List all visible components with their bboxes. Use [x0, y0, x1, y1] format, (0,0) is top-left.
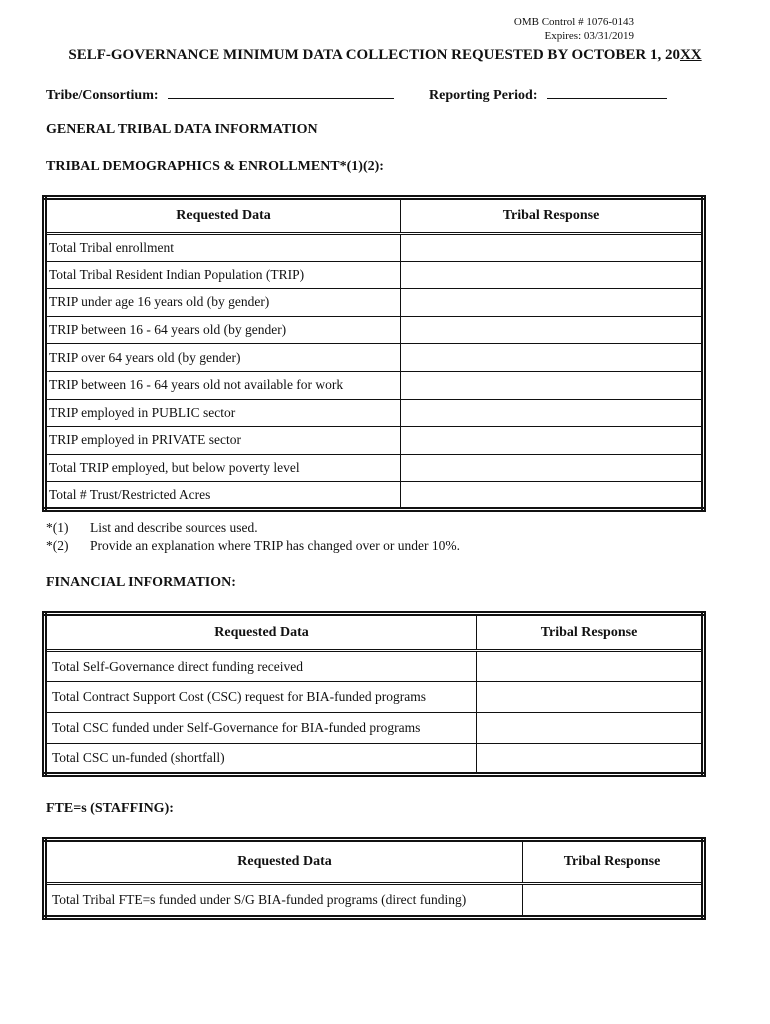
table-row — [45, 482, 704, 510]
general-section-heading: GENERAL TRIBAL DATA INFORMATION — [46, 122, 318, 137]
tribe-input-line[interactable] — [168, 86, 394, 99]
table-row — [45, 884, 704, 918]
table-header-row — [45, 840, 704, 884]
footnote-key: *(2) — [46, 538, 69, 553]
table-row — [45, 289, 704, 317]
requested-data-cell: Total CSC funded under Self-Governance for BIA-funded programs — [45, 713, 477, 744]
reporting-period-field — [429, 86, 667, 104]
footnote-key: *(1) — [46, 520, 69, 535]
tribal-response-header: Tribal Response — [477, 614, 704, 651]
reporting-period-input-line[interactable] — [547, 86, 667, 99]
table-row — [45, 371, 704, 399]
footnote-text: Provide an explanation where TRIP has changed over or under 10%. — [90, 538, 461, 553]
requested-data-cell: Total Tribal Resident Indian Population (TRIP) — [45, 261, 401, 289]
requested-data-cell: Total TRIP employed, but below poverty level — [45, 454, 401, 482]
tribe-field — [46, 86, 394, 104]
table-row — [45, 399, 704, 427]
requested-data-cell: TRIP under age 16 years old (by gender) — [45, 289, 401, 317]
tribal-response-cell[interactable] — [401, 234, 704, 262]
page-title — [0, 47, 770, 64]
tribal-response-cell[interactable] — [523, 884, 704, 918]
fte-table — [42, 837, 706, 920]
requested-data-cell: Total Contract Support Cost (CSC) request for BIA-funded programs — [45, 682, 477, 713]
table-row — [45, 316, 704, 344]
requested-data-cell: Total Self-Governance direct funding received — [45, 651, 477, 682]
requested-data-cell: TRIP between 16 - 64 years old not available for work — [45, 371, 401, 399]
demographics-section-heading: TRIBAL DEMOGRAPHICS & ENROLLMENT*(1)(2): — [46, 159, 384, 174]
requested-data-cell: TRIP employed in PRIVATE sector — [45, 427, 401, 455]
tribal-response-cell[interactable] — [477, 651, 704, 682]
tribal-response-cell[interactable] — [401, 344, 704, 372]
requested-data-cell: TRIP over 64 years old (by gender) — [45, 344, 401, 372]
fte-section-heading: FTE=s (STAFFING): — [46, 801, 174, 816]
requested-data-cell: Total Tribal FTE=s funded under S/G BIA-funded programs (direct funding) — [45, 884, 523, 918]
tribal-response-cell[interactable] — [401, 316, 704, 344]
tribal-response-header: Tribal Response — [401, 198, 704, 234]
financial-table — [42, 611, 706, 777]
tribal-response-cell[interactable] — [477, 744, 704, 775]
table-row — [45, 261, 704, 289]
reporting-period-label: Reporting Period: — [429, 88, 538, 103]
tribal-response-header: Tribal Response — [523, 840, 704, 884]
table-row — [45, 234, 704, 262]
table-header-row — [45, 198, 704, 234]
table-row — [45, 427, 704, 455]
requested-data-header: Requested Data — [45, 840, 523, 884]
tribal-response-cell[interactable] — [401, 371, 704, 399]
title-year: XX — [679, 47, 702, 63]
tribal-response-cell[interactable] — [401, 399, 704, 427]
footnotes — [46, 519, 460, 555]
tribal-response-cell[interactable] — [477, 682, 704, 713]
requested-data-header: Requested Data — [45, 198, 401, 234]
requested-data-cell: Total # Trust/Restricted Acres — [45, 482, 401, 510]
table-row — [45, 454, 704, 482]
omb-control-number: OMB Control # 1076-0143 — [513, 16, 634, 28]
table-row — [45, 713, 704, 744]
financial-section-heading: FINANCIAL INFORMATION: — [46, 575, 236, 590]
tribal-response-cell[interactable] — [477, 713, 704, 744]
requested-data-cell: TRIP between 16 - 64 years old (by gender) — [45, 316, 401, 344]
tribal-response-cell[interactable] — [401, 482, 704, 510]
demographics-table — [42, 195, 706, 512]
tribal-response-cell[interactable] — [401, 261, 704, 289]
footnote — [46, 519, 460, 537]
table-row — [45, 682, 704, 713]
tribal-response-cell[interactable] — [401, 289, 704, 317]
table-row — [45, 344, 704, 372]
tribe-label: Tribe/Consortium: — [46, 88, 159, 103]
requested-data-header: Requested Data — [45, 614, 477, 651]
footnote — [46, 537, 460, 555]
footnote-text: List and describe sources used. — [90, 520, 258, 535]
table-header-row — [45, 614, 704, 651]
tribal-response-cell[interactable] — [401, 427, 704, 455]
requested-data-cell: Total Tribal enrollment — [45, 234, 401, 262]
table-row — [45, 744, 704, 775]
title-main: SELF-GOVERNANCE MINIMUM DATA COLLECTION REQUESTED BY OCTOBER 1, 20 — [68, 47, 680, 63]
expiration-date: Expires: 03/31/2019 — [544, 30, 634, 42]
tribal-response-cell[interactable] — [401, 454, 704, 482]
requested-data-cell: Total CSC un-funded (shortfall) — [45, 744, 477, 775]
table-row — [45, 651, 704, 682]
requested-data-cell: TRIP employed in PUBLIC sector — [45, 399, 401, 427]
